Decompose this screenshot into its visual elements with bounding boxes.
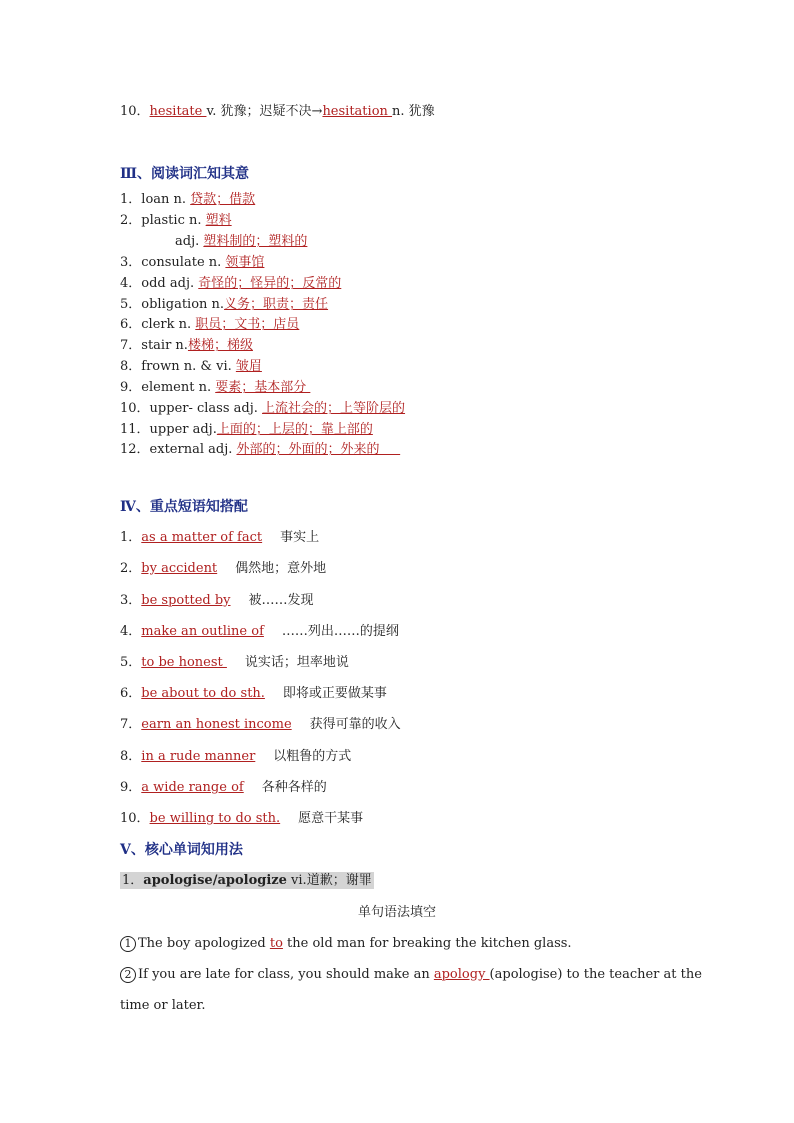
item-word: consulate n.: [141, 255, 226, 270]
item-text: n. 犹豫: [392, 104, 435, 119]
item-word: clerk n.: [141, 317, 196, 332]
answer: be willing to do sth.: [149, 811, 281, 826]
item-number: 1．: [120, 530, 142, 545]
item-number: 8．: [120, 749, 142, 764]
answer: in a rude manner: [141, 749, 256, 764]
item-word: external adj.: [149, 442, 237, 457]
vocab-item: [120, 191, 255, 209]
sentence-2-continued: time or later.: [120, 998, 206, 1013]
phrase-item: [120, 685, 387, 703]
sentence-1: [120, 935, 572, 953]
answer: be about to do sth.: [141, 686, 265, 701]
entry-definition: vi.道歉；谢罪: [286, 873, 372, 888]
item-text: v. 犹豫；迟疑不决→: [206, 104, 323, 119]
item-number: 12．: [120, 442, 150, 457]
phrase-meaning: 以粗鲁的方式: [273, 749, 352, 764]
item-number: 11．: [120, 422, 150, 437]
item-word: obligation n.: [141, 297, 225, 312]
answer: 上流社会的；上等阶层的: [262, 401, 406, 416]
phrase-meaning: 偶然地；意外地: [235, 561, 327, 576]
item-number: 7．: [120, 338, 142, 353]
item-number: 7．: [120, 717, 142, 732]
answer: 义务；职责；责任: [224, 297, 329, 312]
answer: earn an honest income: [141, 717, 292, 732]
answer: 贷款；借款: [190, 192, 256, 207]
answer: be spotted by: [141, 593, 231, 608]
answer: 奇怪的；怪异的；反常的: [198, 276, 342, 291]
vocab-item: [120, 296, 328, 314]
section-heading: Ⅴ、核心单词知用法: [120, 842, 243, 858]
item-number: 8．: [120, 359, 142, 374]
section-heading: Ⅳ、重点短语知搭配: [120, 499, 248, 515]
item-number: 2．: [120, 561, 142, 576]
item-word: adj.: [175, 234, 204, 249]
answer: 塑料: [205, 213, 232, 228]
item-word: loan n.: [141, 192, 191, 207]
phrase-meaning: 事实上: [280, 530, 320, 545]
vocab-item: [120, 275, 341, 293]
answer: 皱眉: [235, 359, 262, 374]
item-word: element n.: [141, 380, 216, 395]
vocab-item-10: [120, 103, 435, 121]
phrase-meaning: 愿意干某事: [298, 811, 364, 826]
phrase-item: [120, 623, 399, 641]
phrase-item: [120, 779, 327, 797]
section-heading: Ⅲ、阅读词汇知其意: [120, 166, 250, 182]
phrase-meaning: 说实话；坦率地说: [244, 655, 349, 670]
answer: to: [269, 936, 283, 951]
item-number: 5．: [120, 297, 142, 312]
item-number: 4．: [120, 624, 142, 639]
exercise-title: 单句语法填空: [357, 905, 436, 920]
item-word: odd adj.: [141, 276, 199, 291]
phrase-item: [120, 592, 314, 610]
vocab-item: [120, 441, 400, 459]
vocab-item: [120, 212, 232, 230]
item-number: 3．: [120, 593, 142, 608]
answer: hesitate: [149, 104, 207, 119]
item-number: 2．: [120, 213, 142, 228]
item-number: 9．: [120, 380, 142, 395]
sentence-text: (apologise) to the teacher at the: [489, 967, 702, 982]
sentence-text: the old man for breaking the kitchen glass.: [282, 936, 572, 951]
entry-word: apologise/apologize: [143, 873, 287, 888]
answer: 外部的；外面的；外来的: [236, 442, 401, 457]
item-word: plastic n.: [141, 213, 206, 228]
vocab-item: [120, 254, 264, 272]
phrase-meaning: 获得可靠的收入: [309, 717, 401, 732]
phrase-item: [120, 560, 326, 578]
item-word: upper- class adj.: [149, 401, 263, 416]
item-word: stair n.: [141, 338, 188, 353]
answer: make an outline of: [141, 624, 264, 639]
item-number: 6．: [120, 686, 142, 701]
core-word-entry: [120, 872, 374, 890]
item-word: upper adj.: [149, 422, 217, 437]
phrase-item: [120, 716, 401, 734]
item-number: 4．: [120, 276, 142, 291]
phrase-meaning: 各种各样的: [261, 780, 327, 795]
circled-number: 2: [120, 967, 136, 983]
phrase-item: [120, 748, 351, 766]
phrase-item: [120, 654, 349, 672]
answer: 要素；基本部分: [215, 380, 311, 395]
phrase-item: [120, 529, 319, 547]
sentence-text: If you are late for class, you should make an: [138, 967, 434, 982]
item-number: 5．: [120, 655, 142, 670]
phrase-meaning: ……列出……的提纲: [281, 624, 399, 639]
vocab-item: [120, 400, 405, 418]
phrase-meaning: 被……发现: [248, 593, 314, 608]
item-number: 10．: [120, 401, 150, 416]
vocab-item: [120, 358, 262, 376]
item-word: frown n. & vi.: [141, 359, 236, 374]
answer: 塑料制的；塑料的: [203, 234, 308, 249]
vocab-item: [120, 337, 253, 355]
item-number: 3．: [120, 255, 142, 270]
answer: to be honest: [141, 655, 227, 670]
answer: by accident: [141, 561, 218, 576]
answer: 领事馆: [225, 255, 265, 270]
item-number: 6．: [120, 317, 142, 332]
vocab-item: [175, 233, 307, 251]
item-number: 9．: [120, 780, 142, 795]
answer: apology: [433, 967, 490, 982]
entry-number: 1．: [122, 873, 144, 888]
item-number: 1．: [120, 192, 142, 207]
vocab-item: [120, 316, 299, 334]
answer: as a matter of fact: [141, 530, 263, 545]
sentence-2: [120, 966, 702, 984]
answer: hesitation: [322, 104, 393, 119]
circled-number: 1: [120, 936, 136, 952]
item-number: 10．: [120, 104, 150, 119]
answer: a wide range of: [141, 780, 244, 795]
item-number: 10．: [120, 811, 150, 826]
answer: 楼梯；梯级: [187, 338, 253, 353]
vocab-item: [120, 379, 310, 397]
phrase-meaning: 即将或正要做某事: [282, 686, 387, 701]
phrase-item: [120, 810, 363, 828]
sentence-text: The boy apologized: [138, 936, 270, 951]
vocab-item: [120, 421, 373, 439]
answer: 上面的；上层的；靠上部的: [216, 422, 373, 437]
answer: 职员；文书；店员: [195, 317, 300, 332]
